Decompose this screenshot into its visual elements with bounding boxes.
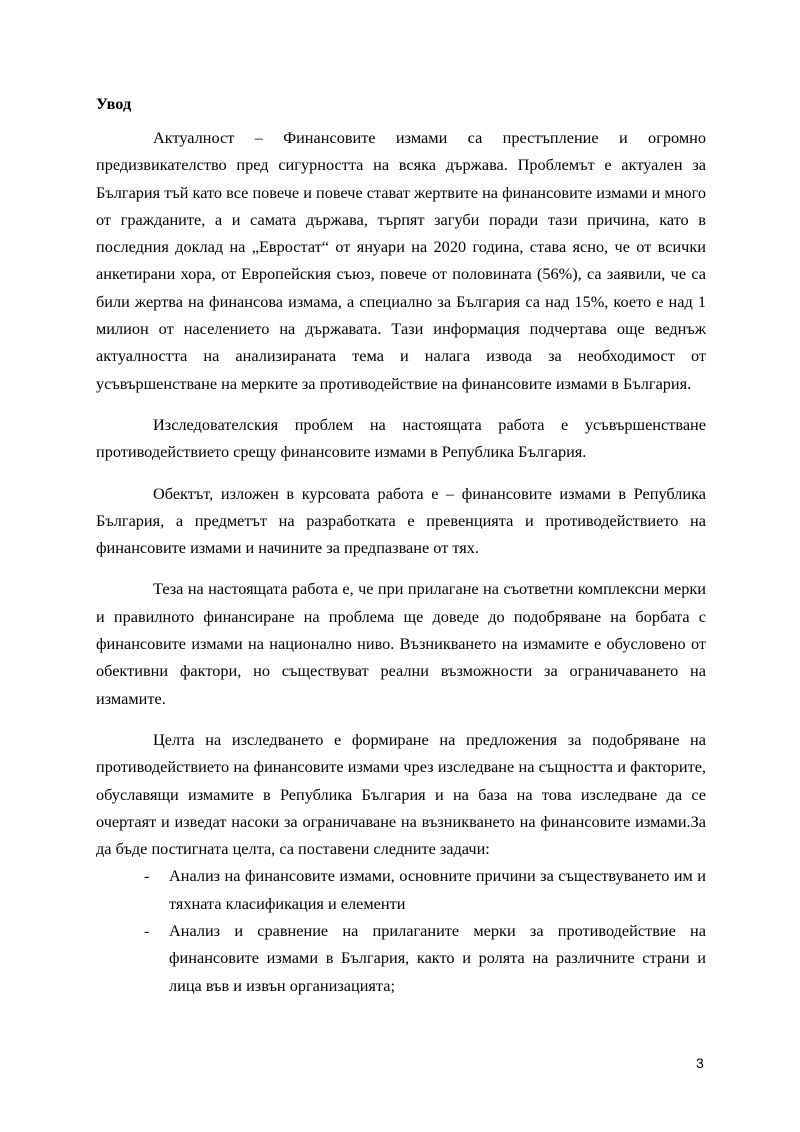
- list-item-text: Анализ на финансовите измами, основните причини за съществуването им и тяхната класификация и елементи: [169, 866, 706, 913]
- list-item: [96, 917, 706, 999]
- list-item-text: Анализ и сравнение на прилаганите мерки за противодействие на финансовите измами в България, както и ролята на различните страни и лица във и извън организацията;: [169, 921, 706, 995]
- page-number: 3: [696, 1055, 704, 1071]
- paragraph-relevance: Актуалност – Финансовите измами са престъпление и огромно предизвикателство пред сигурността на всяка държава. Проблемът е актуален за България тъй като все повече и повече стават жертвите на финансовите измами и много от гражданите, а и самата държава, търпят загуби поради тази причина, като в последния доклад на „Евростат“ от януари на 2020 година, става ясно, че от всички анкетирани хора, от Европейския съюз, повече от половината (56%), са заявили, че са били жертва на финансова измама, а специално за България са над 15%, което е над 1 милион от населението на държавата. Тази информация подчертава още веднъж актуалността на анализираната тема и налага извода за необходимост от усъвършенстване на мерките за противодействие на финансовите измами в България.: [96, 128, 706, 393]
- section-heading: Увод: [96, 94, 132, 113]
- list-bullet: -: [144, 921, 150, 941]
- list-item: [96, 862, 706, 917]
- paragraph-goal: Целта на изследването е формиране на предложения за подобряване на противодействието на финансовите измами чрез изследване на същността и факторите, обуславящи измамите в Република България и на база на това изследване да се очертаят и изведат насоки за ограничаване на възникването на финансовите измами.За да бъде постигната целта, са поставени следните задачи:: [96, 729, 706, 859]
- list-bullet: -: [144, 866, 150, 886]
- paragraph-thesis: Теза на настоящата работа е, че при прилагане на съответни комплексни мерки и правилното финансиране на проблема ще доведе до подобряване на борбата с финансовите измами на национално ниво. Възникването на измамите е обусловено от обективни фактори, но съществуват реални възможности за ограничаването на измамите.: [96, 579, 706, 708]
- paragraph-research-problem: Изследователския проблем на настоящата работа е усъвършенстване противодействието срещу финансовите измами в Република България.: [96, 414, 706, 462]
- page-content: [96, 90, 706, 999]
- task-list: [96, 862, 706, 998]
- paragraph-object-subject: Обектът, изложен в курсовата работа е – финансовите измами в Република България, а предметът на разработката е превенцията и противодействието на финансовите измами и начините за предпазване от тях.: [96, 483, 706, 558]
